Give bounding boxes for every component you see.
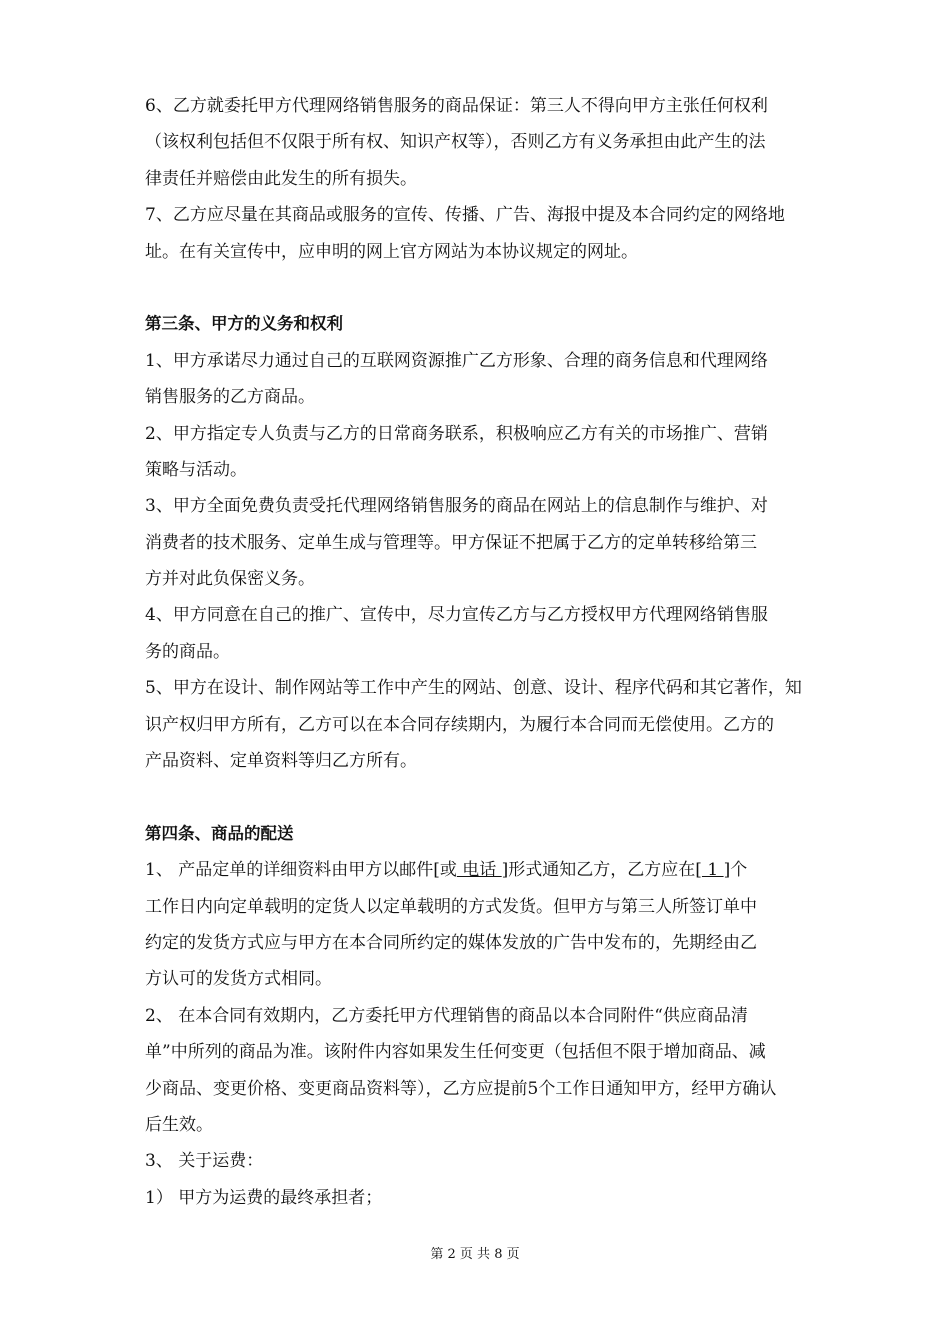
paragraph-line: 4、甲方同意在自己的推广、宣传中，尽力宣传乙方与乙方授权甲方代理网络销售服 bbox=[145, 605, 768, 626]
paragraph-line: 产品资料、定单资料等归乙方所有。 bbox=[145, 751, 417, 772]
paragraph-line: 后生效。 bbox=[145, 1114, 213, 1135]
paragraph-line: 少商品、变更价格、变更商品资料等），乙方应提前5个工作日通知甲方，经甲方确认 bbox=[145, 1078, 777, 1099]
spacer bbox=[145, 270, 835, 306]
line-text: ]形式通知乙方，乙方应在[ bbox=[501, 860, 702, 881]
paragraph-line: 1、甲方承诺尽力通过自己的互联网资源推广乙方形象、合理的商务信息和代理网络 bbox=[145, 350, 768, 371]
spacer bbox=[145, 779, 835, 815]
paragraph-line bbox=[145, 852, 835, 888]
paragraph-line: 策略与活动。 bbox=[145, 459, 247, 480]
document-body bbox=[145, 88, 835, 1216]
underlined-field-days: 1 bbox=[701, 860, 724, 881]
paragraph-line: 工作日内向定单载明的定货人以定单载明的方式发货。但甲方与第三人所签订单中 bbox=[145, 896, 757, 917]
paragraph-line: 2、甲方指定专人负责与乙方的日常商务联系，积极响应乙方有关的市场推广、营销 bbox=[145, 423, 768, 444]
page-number-footer: 第 2 页 共 8 页 bbox=[430, 1247, 520, 1262]
paragraph-line: 6、乙方就委托甲方代理网络销售服务的商品保证：第三人不得向甲方主张任何权利 bbox=[145, 96, 768, 116]
paragraph-line: 单”中所列的商品为准。该附件内容如果发生任何变更（包括但不限于增加商品、减 bbox=[145, 1042, 766, 1063]
paragraph-line: 方认可的发货方式相同。 bbox=[145, 969, 332, 990]
line-text: ]个 bbox=[723, 860, 748, 881]
paragraph-line: 址。在有关宣传中，应申明的网上官方网站为本协议规定的网址。 bbox=[145, 241, 638, 262]
paragraph-line: 7、乙方应尽量在其商品或服务的宣传、传播、广告、海报中提及本合同约定的网络地 bbox=[145, 205, 785, 226]
section-3-heading: 第三条、甲方的义务和权利 bbox=[145, 314, 343, 334]
paragraph-line: 5、甲方在设计、制作网站等工作中产生的网站、创意、设计、程序代码和其它著作，知 bbox=[145, 678, 802, 699]
paragraph-line: 2、 在本合同有效期内，乙方委托甲方代理销售的商品以本合同附件“供应商品清 bbox=[145, 1005, 748, 1026]
section-4-heading: 第四条、商品的配送 bbox=[145, 823, 294, 843]
paragraph-line: 识产权归甲方所有，乙方可以在本合同存续期内，为履行本合同而无偿使用。乙方的 bbox=[145, 714, 774, 735]
paragraph-line: 约定的发货方式应与甲方在本合同所约定的媒体发放的广告中发布的，先期经由乙 bbox=[145, 932, 757, 953]
paragraph-line: 3、甲方全面免费负责受托代理网络销售服务的商品在网站上的信息制作与维护、对 bbox=[145, 496, 768, 517]
paragraph-line: 务的商品。 bbox=[145, 641, 230, 662]
paragraph-line: 1） 甲方为运费的最终承担者； bbox=[145, 1187, 383, 1208]
line-text: 1、 产品定单的详细资料由甲方以邮件[或 bbox=[145, 860, 457, 881]
paragraph-line: 方并对此负保密义务。 bbox=[145, 569, 315, 590]
paragraph-line: 消费者的技术服务、定单生成与管理等。甲方保证不把属于乙方的定单转移给第三 bbox=[145, 532, 757, 553]
paragraph-line: （该权利包括但不仅限于所有权、知识产权等），否则乙方有义务承担由此产生的法 bbox=[145, 132, 766, 153]
paragraph-line: 3、 关于运费： bbox=[145, 1151, 264, 1172]
paragraph-line: 销售服务的乙方商品。 bbox=[145, 387, 315, 408]
underlined-field-contact: 电话 bbox=[456, 860, 502, 881]
paragraph-line: 律责任并赔偿由此发生的所有损失。 bbox=[145, 168, 417, 189]
